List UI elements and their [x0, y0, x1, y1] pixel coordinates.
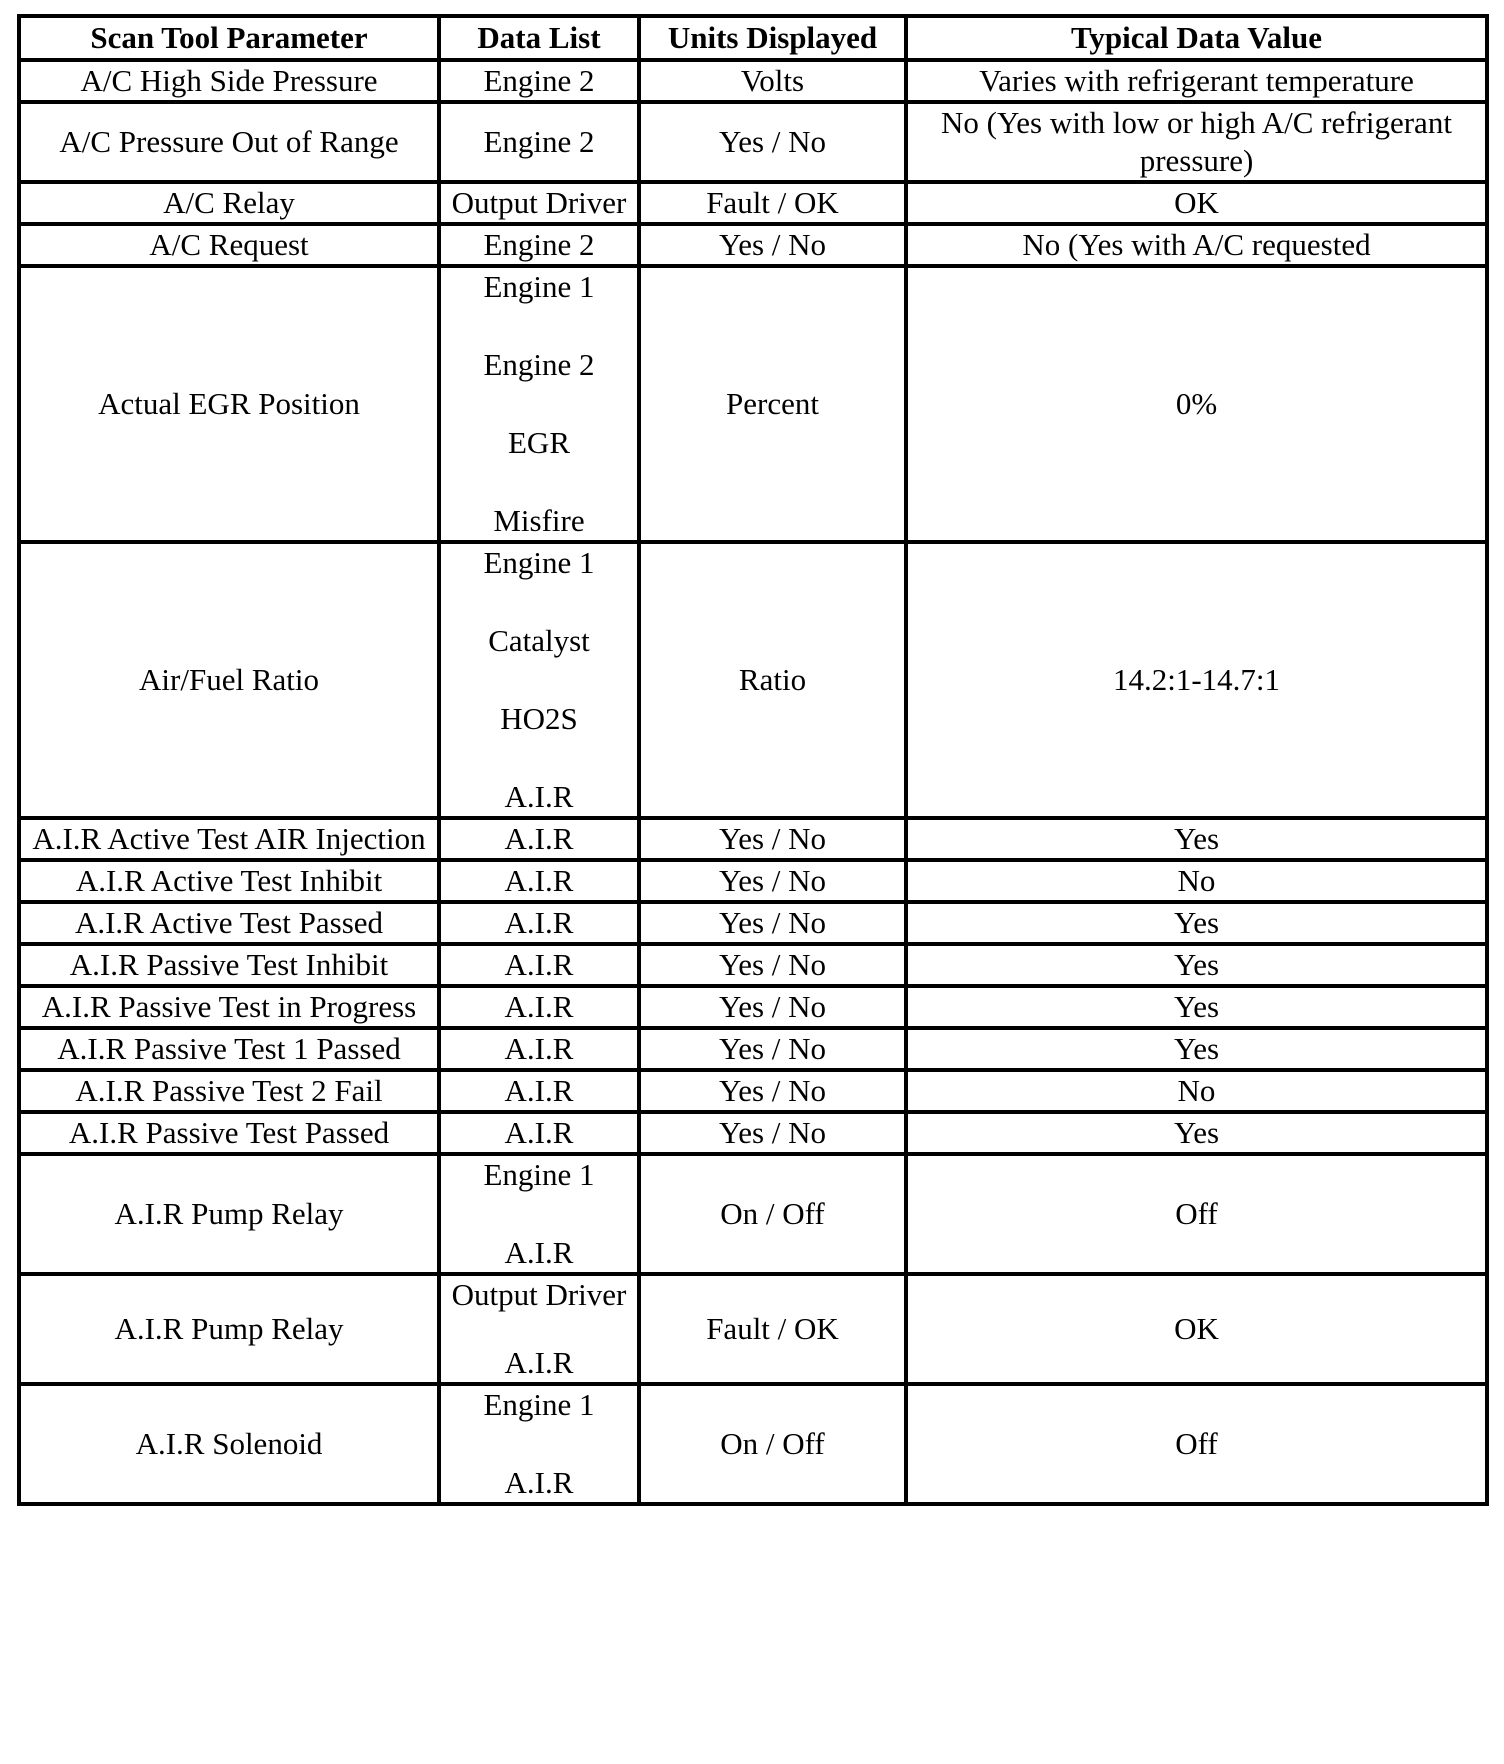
header-row: [19, 16, 1487, 60]
table-row: [19, 1028, 1487, 1070]
cell-units-displayed: Yes / No: [639, 102, 906, 182]
cell-parameter: A.I.R Passive Test Inhibit: [19, 944, 439, 986]
cell-units-displayed: Volts: [639, 60, 906, 102]
cell-units-displayed: On / Off: [639, 1384, 906, 1504]
table-row: [19, 944, 1487, 986]
cell-parameter: A/C Relay: [19, 182, 439, 224]
data-list-entry: A.I.R: [504, 1345, 574, 1380]
cell-units-displayed: On / Off: [639, 1154, 906, 1274]
cell-data-list: [439, 986, 639, 1028]
cell-parameter: A/C High Side Pressure: [19, 60, 439, 102]
cell-typical-data-value: Varies with refrigerant temperature: [906, 60, 1487, 102]
data-list-entry: Engine 2: [483, 227, 595, 262]
cell-units-displayed: Fault / OK: [639, 1274, 906, 1384]
data-list-spacer: [449, 462, 629, 502]
cell-typical-data-value: 14.2:1-14.7:1: [906, 542, 1487, 818]
cell-data-list: [439, 266, 639, 542]
cell-typical-data-value: Yes: [906, 902, 1487, 944]
cell-data-list: [439, 902, 639, 944]
table-body: [19, 60, 1487, 1504]
cell-parameter: A.I.R Pump Relay: [19, 1154, 439, 1274]
cell-parameter: A.I.R Solenoid: [19, 1384, 439, 1504]
cell-typical-data-value: Off: [906, 1154, 1487, 1274]
table-row: [19, 986, 1487, 1028]
table-row: [19, 1384, 1487, 1504]
table-row: [19, 102, 1487, 182]
data-list-spacer: [449, 660, 629, 700]
cell-typical-data-value: Off: [906, 1384, 1487, 1504]
cell-typical-data-value: OK: [906, 1274, 1487, 1384]
cell-parameter: A/C Request: [19, 224, 439, 266]
cell-typical-data-value: No (Yes with low or high A/C refrigerant pressure): [906, 102, 1487, 182]
cell-data-list: [439, 1028, 639, 1070]
cell-data-list: [439, 1112, 639, 1154]
cell-units-displayed: Yes / No: [639, 1028, 906, 1070]
data-list-spacer: [449, 306, 629, 346]
cell-units-displayed: Yes / No: [639, 902, 906, 944]
data-list-entry: Catalyst: [488, 623, 590, 658]
data-list-spacer: [449, 738, 629, 778]
table-row: [19, 266, 1487, 542]
cell-typical-data-value: No: [906, 1070, 1487, 1112]
table-row: [19, 224, 1487, 266]
cell-units-displayed: Ratio: [639, 542, 906, 818]
cell-typical-data-value: Yes: [906, 818, 1487, 860]
cell-units-displayed: Fault / OK: [639, 182, 906, 224]
table-row: [19, 902, 1487, 944]
data-list-spacer: [449, 582, 629, 622]
cell-typical-data-value: Yes: [906, 944, 1487, 986]
table-row: [19, 1154, 1487, 1274]
data-list-entry: Engine 2: [483, 63, 595, 98]
cell-parameter: A.I.R Active Test Inhibit: [19, 860, 439, 902]
data-list-entry: A.I.R: [504, 1235, 574, 1270]
cell-data-list: [439, 542, 639, 818]
data-list-spacer: [449, 1194, 629, 1234]
data-list-entry: A.I.R: [504, 1465, 574, 1500]
data-list-entry: A.I.R: [504, 1115, 574, 1150]
cell-parameter: A.I.R Passive Test 1 Passed: [19, 1028, 439, 1070]
data-list-entry: HO2S: [500, 701, 578, 736]
data-list-entry: Engine 1: [483, 1157, 595, 1192]
cell-data-list: [439, 182, 639, 224]
cell-units-displayed: Yes / No: [639, 860, 906, 902]
cell-typical-data-value: Yes: [906, 1112, 1487, 1154]
data-list-entry: A.I.R: [504, 905, 574, 940]
cell-units-displayed: Yes / No: [639, 1112, 906, 1154]
cell-data-list: [439, 60, 639, 102]
data-list-entry: Engine 2: [483, 347, 595, 382]
cell-typical-data-value: OK: [906, 182, 1487, 224]
table-row: [19, 1112, 1487, 1154]
table-header: [19, 16, 1487, 60]
scan-tool-table-container: [17, 14, 1489, 1506]
cell-parameter: Actual EGR Position: [19, 266, 439, 542]
data-list-entry: A.I.R: [504, 1073, 574, 1108]
cell-data-list: [439, 102, 639, 182]
data-list-entry: A.I.R: [504, 863, 574, 898]
data-list-entry: Engine 1: [483, 269, 595, 304]
cell-units-displayed: Percent: [639, 266, 906, 542]
cell-parameter: A.I.R Passive Test in Progress: [19, 986, 439, 1028]
cell-units-displayed: Yes / No: [639, 224, 906, 266]
cell-data-list: [439, 1154, 639, 1274]
cell-data-list: [439, 818, 639, 860]
cell-parameter: Air/Fuel Ratio: [19, 542, 439, 818]
cell-data-list: [439, 224, 639, 266]
data-list-entry: A.I.R: [504, 779, 574, 814]
cell-units-displayed: Yes / No: [639, 818, 906, 860]
table-row: [19, 1274, 1487, 1384]
header-data-list: Data List: [439, 16, 639, 60]
table-row: [19, 60, 1487, 102]
data-list-entry: A.I.R: [504, 821, 574, 856]
cell-data-list: [439, 860, 639, 902]
data-list-spacer: [449, 1314, 629, 1344]
header-scan-tool-parameter: Scan Tool Parameter: [19, 16, 439, 60]
cell-data-list: [439, 1070, 639, 1112]
data-list-entry: Engine 2: [483, 124, 595, 159]
data-list-entry: EGR: [508, 425, 570, 460]
data-list-entry: A.I.R: [504, 989, 574, 1024]
table-row: [19, 1070, 1487, 1112]
cell-data-list: [439, 1274, 639, 1384]
cell-typical-data-value: Yes: [906, 1028, 1487, 1070]
cell-parameter: A.I.R Active Test Passed: [19, 902, 439, 944]
data-list-spacer: [449, 384, 629, 424]
table-row: [19, 818, 1487, 860]
cell-parameter: A.I.R Passive Test Passed: [19, 1112, 439, 1154]
cell-data-list: [439, 1384, 639, 1504]
cell-units-displayed: Yes / No: [639, 1070, 906, 1112]
table-row: [19, 542, 1487, 818]
table-row: [19, 182, 1487, 224]
data-list-entry: A.I.R: [504, 947, 574, 982]
data-list-spacer: [449, 1424, 629, 1464]
cell-units-displayed: Yes / No: [639, 944, 906, 986]
cell-typical-data-value: Yes: [906, 986, 1487, 1028]
data-list-entry: A.I.R: [504, 1031, 574, 1066]
table-row: [19, 860, 1487, 902]
header-typical-data-value: Typical Data Value: [906, 16, 1487, 60]
cell-typical-data-value: 0%: [906, 266, 1487, 542]
cell-data-list: [439, 944, 639, 986]
data-list-entry: Output Driver: [451, 185, 627, 220]
cell-typical-data-value: No (Yes with A/C requested: [906, 224, 1487, 266]
cell-parameter: A.I.R Pump Relay: [19, 1274, 439, 1384]
cell-parameter: A.I.R Active Test AIR Injection: [19, 818, 439, 860]
data-list-entry: Engine 1: [483, 545, 595, 580]
data-list-entry: Output Driver: [451, 1277, 627, 1312]
data-list-entry: Engine 1: [483, 1387, 595, 1422]
header-units-displayed: Units Displayed: [639, 16, 906, 60]
cell-typical-data-value: No: [906, 860, 1487, 902]
cell-parameter: A.I.R Passive Test 2 Fail: [19, 1070, 439, 1112]
cell-parameter: A/C Pressure Out of Range: [19, 102, 439, 182]
cell-units-displayed: Yes / No: [639, 986, 906, 1028]
scan-tool-data-table: [17, 14, 1489, 1506]
data-list-entry: Misfire: [493, 503, 585, 538]
